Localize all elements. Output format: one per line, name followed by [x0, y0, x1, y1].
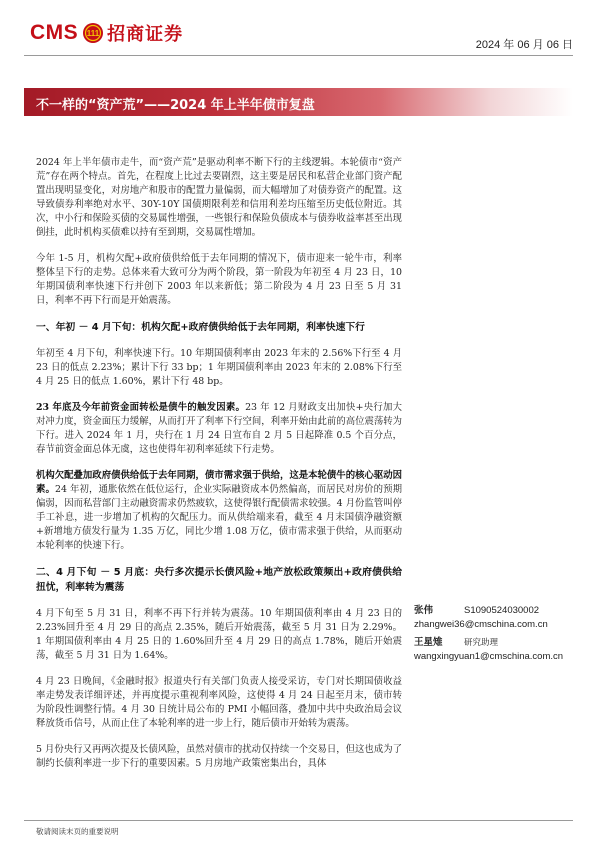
author-1-name: 张伟	[414, 605, 434, 616]
section-heading-1: 一、年初 － 4 月下旬：机构欠配+政府债供给低于去年同期，利率快速下行	[36, 322, 365, 333]
author-2	[414, 636, 584, 650]
author-2-name: 王星雉	[414, 637, 443, 648]
paragraph-trigger-text: 23 年 12 月财政支出加快+央行加大对冲力度，资金面压力缓解，从而打开了利率下行空间，利率开始由此前的高位震荡转为下行。进入 2024 年 1 月，央行在 1 月 24 日宣布自 2 月 5 日起降准 0.5 个百分点，春节前资金面总体无虞，这也使得年初利率延续下行走势。	[36, 402, 403, 455]
paragraph-rates-decline: 年初至 4 月下旬，利率快速下行。10 年期国债利率由 2023 年末的 2.56%下行至 4 月 23 日的低点 2.23%；累计下行 33 bp；1 年期国债利率由 2023 年末的 2.08%下行至 4 月 25 日的低点 1.60%，累计下行 48 bp。	[36, 348, 402, 387]
paragraph-summary: 2024 年上半年债市走牛，而“资产荒”是驱动利率不断下行的主线逻辑。本轮债市“资产荒”存在两个特点。首先，在程度上比过去要剧烈，这主要是居民和私营企业部门资产配置出现明显变化，对房地产和股市的配置力量偏弱，而大幅增加了对债券资产的配置。这导致债券利率绝对水平、30Y-10Y 国债期限利差和信用利差均压缩至历史低位附近。其次，中小行和保险买债的交易属性增强，一些银行和保险负债成本与债券收益率甚至出现倒挂，此时机构买债难以持有至到期，交易属性增加。	[36, 157, 402, 238]
author-info	[414, 604, 584, 668]
paragraph-overview: 今年 1-5 月，机构欠配+政府债供给低于去年同期的情况下，债市迎来一轮牛市，利率整体呈下行的走势。总体来看大致可分为两个阶段，第一阶段为年初至 4 月 23 日，10 年期国债利率快速下行并创下 2003 年以来新低；第二阶段为 4 月 23 日至 5 月 31 日，利率不再下行而是开始震荡。	[36, 253, 402, 306]
logo-emblem-text: 111	[86, 29, 100, 39]
author-2-email[interactable]: wangxingyuan1@cmschina.com.cn	[414, 651, 564, 662]
author-1-email[interactable]: zhangwei36@cmschina.com.cn	[414, 619, 548, 630]
logo-cms-text: CMS	[30, 21, 79, 44]
paragraph-trigger-lead: 23 年底及今年前资金面转松是债牛的触发因素。	[36, 402, 246, 413]
paragraph-may-policy: 5 月份央行又再两次提及长债风险，虽然对债市的扰动仅持续一个交易日，但这也成为了制约长债利率进一步下行的重要因素。5 月房地产政策密集出台，具体	[36, 744, 402, 769]
paragraph-trigger	[36, 401, 402, 457]
header-divider	[24, 55, 573, 56]
author-1	[414, 604, 584, 618]
paragraph-core-driver	[36, 469, 402, 553]
section-heading-2: 二、4 月下旬 － 5 月底：央行多次提示长债风险+地产放松政策频出+政府债供给扭忧，利率转为震荡	[36, 567, 402, 593]
report-title-bar	[24, 88, 573, 116]
paragraph-oscillation: 4 月下旬至 5 月 31 日，利率不再下行并转为震荡。10 年期国债利率由 4 月 23 日的 2.23%回升至 4 月 29 日的高点 2.35%，随后开始震荡，截至 5 月 31 日为 2.29%。1 年期国债利率由 4 月 25 日的 1.60%回升至 4 月 29 日的高点 1.78%，随后开始震荡，截至 5 月 31 日为 1.64%。	[36, 608, 402, 661]
report-title: 不一样的“资产荒”——2024 年上半年债市复盘	[36, 98, 315, 113]
paragraph-core-driver-lead: 机构欠配叠加政府债供给低于去年同期，债市需求强于供给，这是本轮债牛的核心驱动因素。	[36, 470, 402, 495]
logo-emblem-icon	[82, 22, 104, 44]
footer-disclaimer: 敬请阅读末页的重要说明	[36, 827, 119, 836]
footer-divider	[24, 820, 573, 821]
report-date: 2024 年 06 月 06 日	[475, 39, 573, 51]
page-header	[0, 0, 595, 60]
author-2-role: 研究助理	[464, 638, 499, 648]
author-1-id: S1090524030002	[464, 605, 540, 616]
logo-chinese-text: 招商证券	[107, 24, 184, 45]
paragraph-core-driver-text: 24 年初，通胀依然在低位运行，企业实际融资成本仍然偏高，而居民对房价的预期偏弱，因而私营部门主动融资需求仍然疲软，这使得银行配债需求较强。4 月份监管叫停手工补息，进一步增加了机构的欠配压力。而从供给端来看，截至 4 月末国债净融资额+新增地方债发行量为 1.35 万亿，同比少增 1.08 万亿，债市需求强于供给，从而驱动本轮利率的快速下行。	[36, 484, 402, 551]
report-body	[36, 156, 402, 771]
paragraph-pboc-warning: 4 月 23 日晚间，《金融时报》报道央行有关部门负责人接受采访，专门对长期国债收益率走势发表详细评述，并再度提示重视利率风险，这使得 4 月 24 日起至月末，债市转为阶段性调整行情。4 月 30 日统计局公布的 PMI 小幅回落，叠加中共中央政治局会议释放货币信号，从而止住了本轮利率的进一步上行，随后债市开始转为震荡。	[36, 676, 402, 729]
company-logo	[30, 20, 183, 46]
